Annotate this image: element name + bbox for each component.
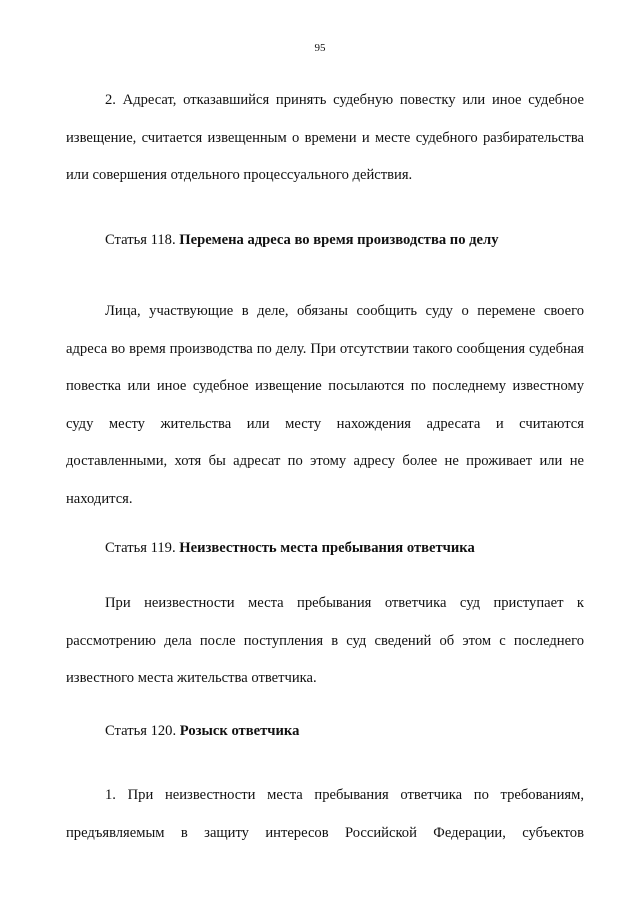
article-title: Перемена адреса во время производства по делу	[179, 232, 499, 248]
paragraph-address-change	[66, 293, 584, 519]
article-heading	[66, 721, 584, 741]
article-number: Статья 118.	[105, 232, 176, 248]
paragraph-text: 2. Адресат, отказавшийся принять судебную повестку или иное судебное извещение, считается извещенным о времени и месте судебного разбирательства или совершения отдельного процессуального действия.	[66, 92, 584, 184]
article-number: Статья 120.	[105, 723, 177, 739]
article-heading	[66, 230, 584, 250]
article-title: Розыск ответчика	[179, 723, 300, 739]
paragraph-unknown-whereabouts	[66, 585, 584, 698]
article-120-heading	[66, 721, 584, 741]
article-heading	[66, 538, 584, 558]
article-title: Неизвестность места пребывания ответчика	[179, 540, 475, 556]
paragraph-refusal-notice	[66, 82, 584, 195]
paragraph-defendant-search	[66, 777, 584, 852]
article-number: Статья 119.	[105, 540, 176, 556]
paragraph-text: При неизвестности места пребывания ответчика суд приступает к рассмотрению дела после поступления в суд сведений об этом с последнего известного места жительства ответчика.	[66, 595, 584, 687]
page-number: 95	[314, 42, 326, 54]
paragraph-text: Лица, участвующие в деле, обязаны сообщить суду о перемене своего адреса во время производства по делу. При отсутствии такого сообщения судебная повестка или иное судебное извещение посылаются по последнему известному суду месту жительства или месту нахождения адресата и считаются доставленными, хотя бы адресат по этому адресу более не проживает или не находится.	[66, 303, 584, 507]
article-119-heading	[66, 538, 584, 558]
paragraph-text: 1. При неизвестности места пребывания ответчика по требованиям, предъявляемым в защиту интересов Российской Федерации, субъектов	[66, 787, 584, 841]
article-118-heading	[66, 230, 584, 250]
